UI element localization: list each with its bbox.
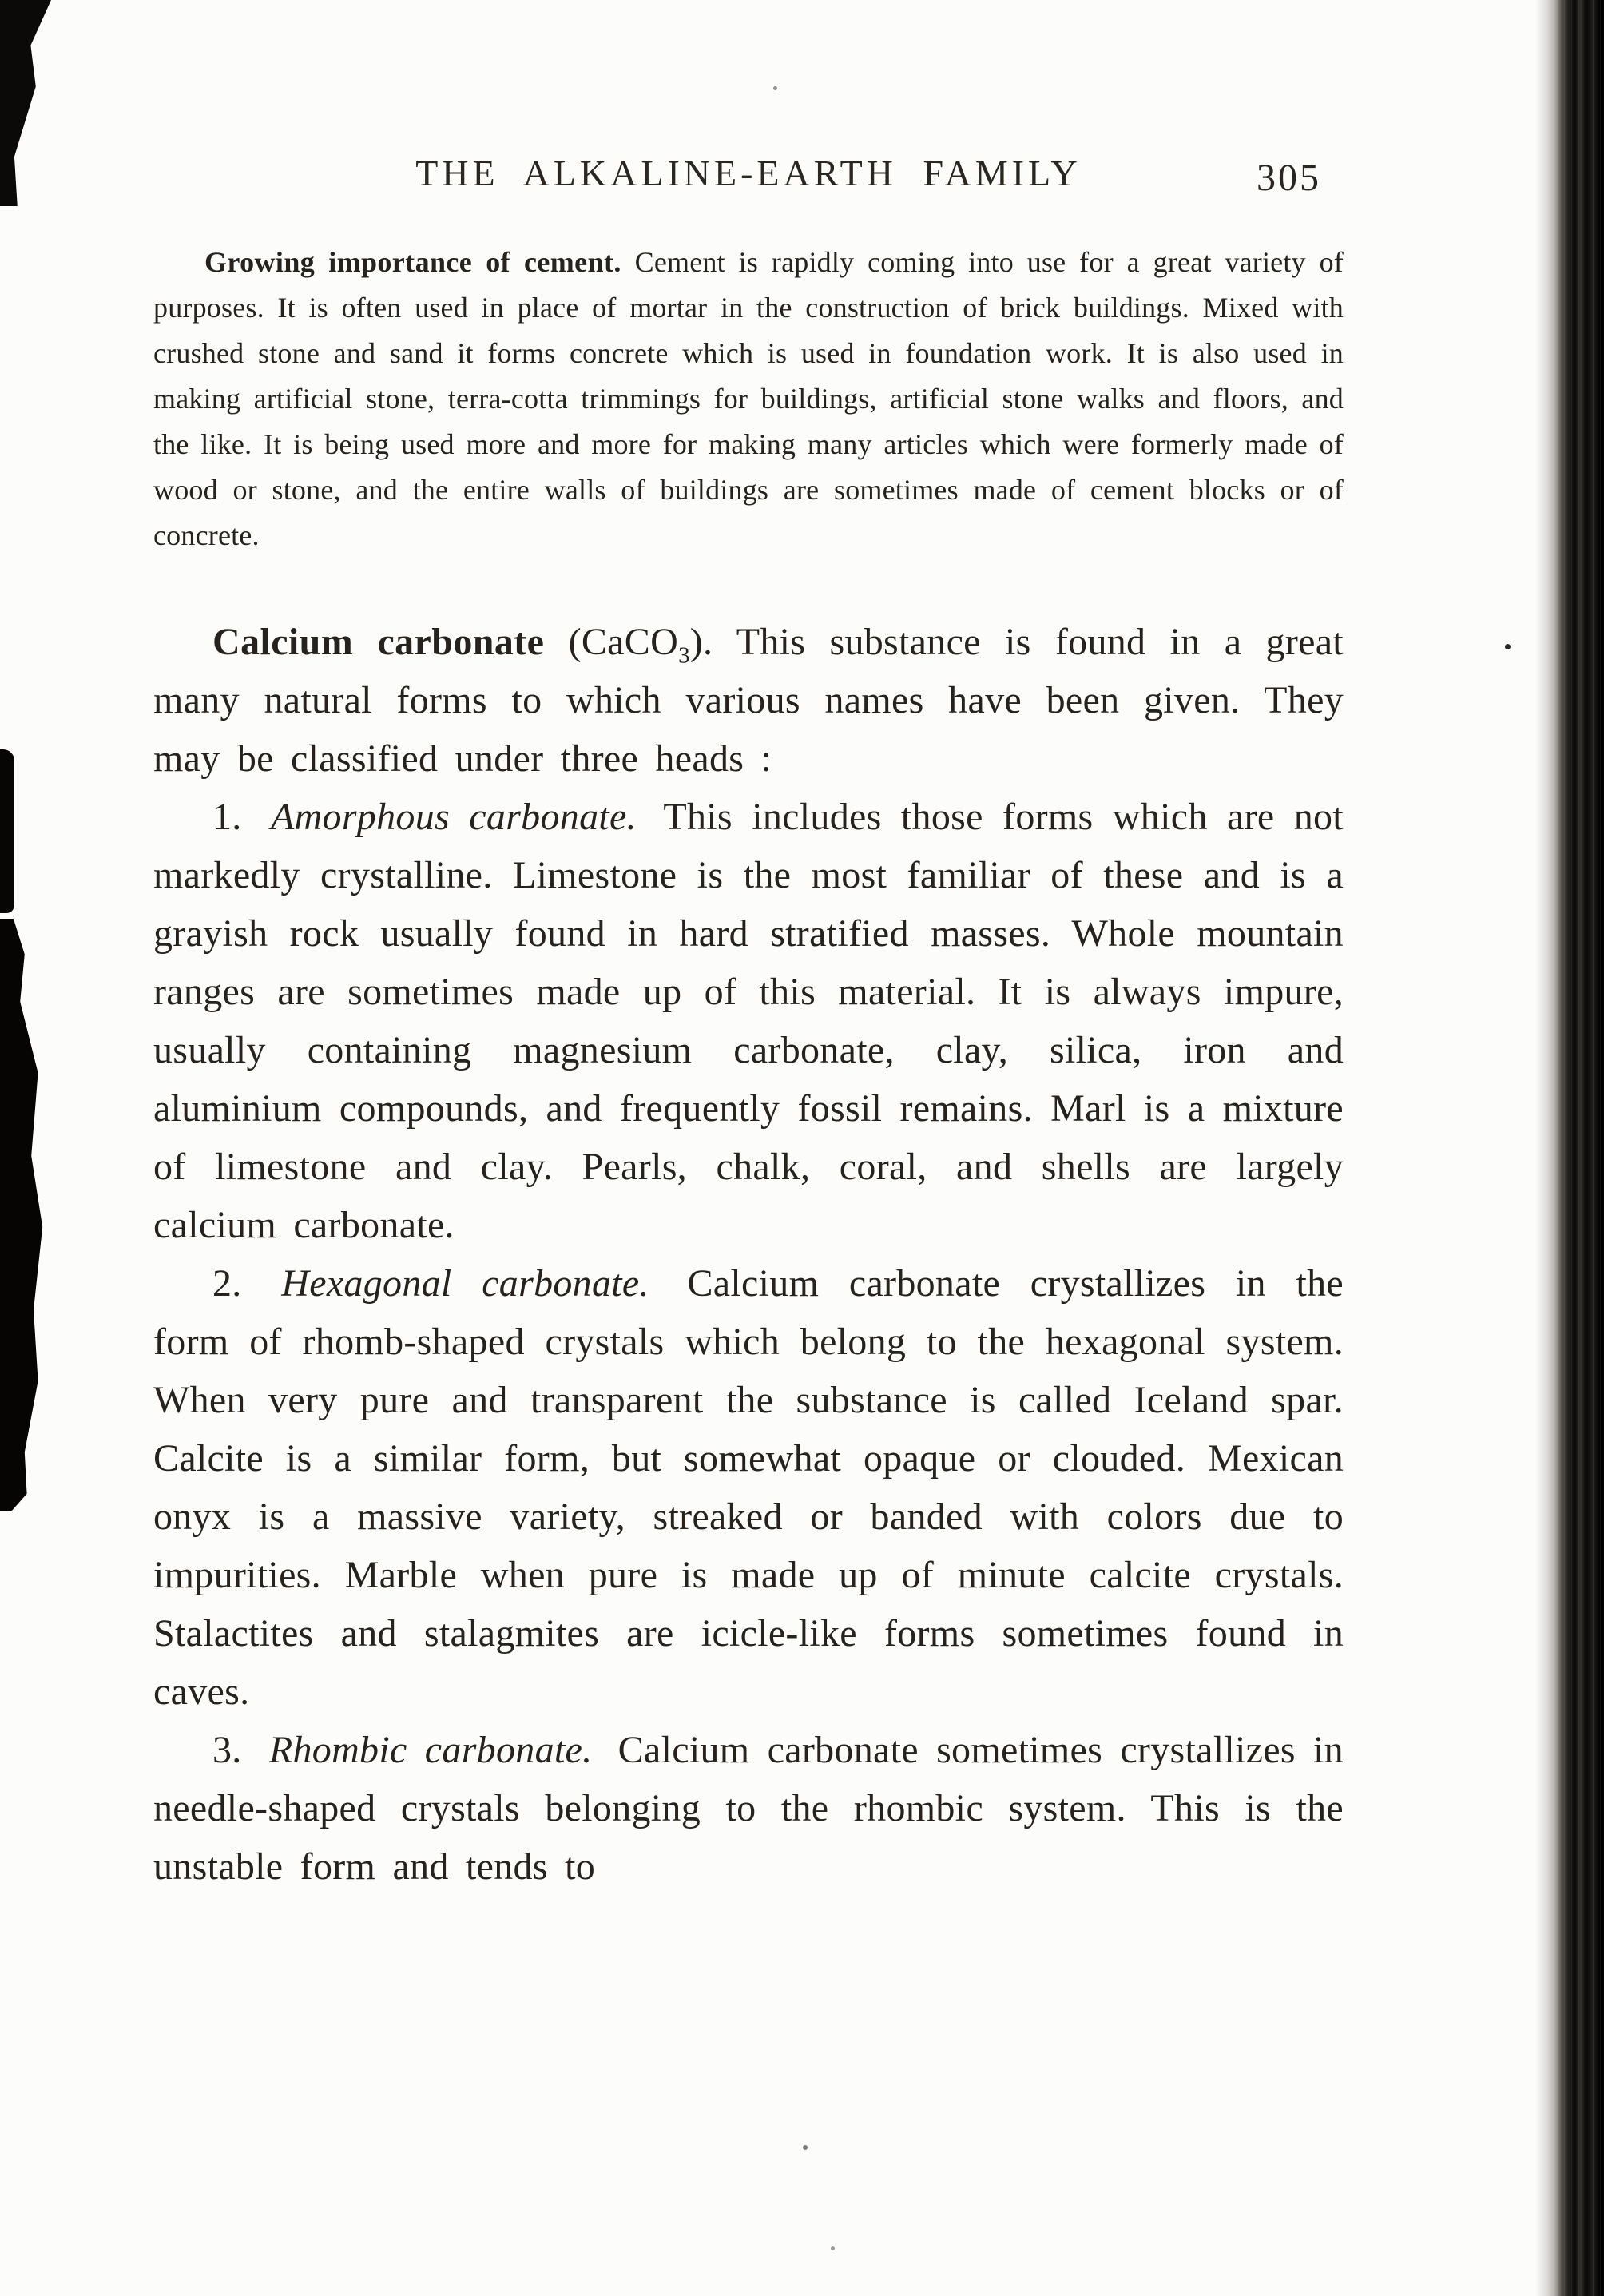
- paragraph-text: Calcium carbonate crystallizes in the form of rhomb-shaped crystals which belong to the hexagonal system. When very pure and transparent the substance is called Iceland spar. Calcite is a similar form, but somewhat opaque or clouded. Mexican onyx is a massive variety, streaked or banded with colors due to impurities. Marble when pure is made up of minute calcite crystals. Stalactites and stalagmites are icicle-like forms sometimes found in caves.: [153, 1262, 1344, 1713]
- bold-lead: Calcium carbonate: [212, 621, 545, 663]
- formula-close: ).: [689, 621, 713, 663]
- scan-speck: [831, 2246, 835, 2250]
- paragraph-text: This substance is found in a great many natural forms to which various names have been given. They may be classified under three heads :: [153, 621, 1344, 780]
- scan-speck: [803, 2145, 808, 2150]
- scan-speck: [773, 86, 777, 90]
- paragraph-cement-importance: [153, 240, 1344, 558]
- list-item-amorphous-carbonate: [153, 788, 1344, 1254]
- chemical-formula: [568, 621, 713, 669]
- formula-open: (CaCO: [568, 621, 679, 663]
- italic-term: Rhombic carbonate.: [268, 1729, 593, 1771]
- paragraph-text: This includes those forms which are not markedly crystalline. Limestone is the most familiar of these and is a grayish rock usually found in hard stratified masses. Whole mountain ranges are sometimes made up of this material. It is always impure, usually containing magnesium carbonate, clay, silica, iron and aluminium compounds, and frequently fossil remains. Marl is a mixture of limestone and clay. Pearls, chalk, coral, and shells are largely calcium carbonate.: [153, 796, 1344, 1246]
- paragraph-text: Cement is rapidly coming into use for a great variety of purposes. It is often used in place of mortar in the construction of brick buildings. Mixed with crushed stone and sand it forms concrete which is used in foundation work. It is also used in making artificial stone, terra-cotta trimmings for buildings, artificial stone walks and floors, and the like. It is being used more and more for making many articles which were formerly made of wood or stone, and the entire walls of buildings are sometimes made of cement blocks or of concrete.: [153, 246, 1344, 551]
- list-item-hexagonal-carbonate: [153, 1254, 1344, 1721]
- scan-artifact-left-edge-large: [0, 919, 45, 1511]
- running-head: [153, 150, 1344, 197]
- list-item-rhombic-carbonate: [153, 1721, 1344, 1896]
- item-number: 2.: [212, 1262, 242, 1305]
- item-number: 3.: [212, 1729, 242, 1771]
- scan-artifact-top-left: [0, 0, 51, 206]
- page-number: 305: [1257, 157, 1321, 199]
- formula-subscript: 3: [678, 642, 690, 669]
- paragraph-text: Calcium carbonate sometimes crystallizes in needle-shaped crystals belonging to the rhombic system. This is the unstable form and tends to: [153, 1729, 1344, 1888]
- book-binding-shadow: [1535, 0, 1604, 2296]
- page-content: [153, 150, 1344, 1896]
- scan-speck: [1505, 644, 1511, 649]
- item-number: 1.: [212, 796, 242, 838]
- paragraph-calcium-carbonate: [153, 613, 1344, 788]
- italic-term: Hexagonal carbonate.: [281, 1262, 649, 1305]
- chapter-title: THE ALKALINE-EARTH FAMILY: [415, 153, 1082, 193]
- scan-artifact-left-edge-small: [0, 749, 14, 913]
- italic-term: Amorphous carbonate.: [270, 796, 637, 838]
- bold-lead: Growing importance of cement.: [204, 246, 621, 278]
